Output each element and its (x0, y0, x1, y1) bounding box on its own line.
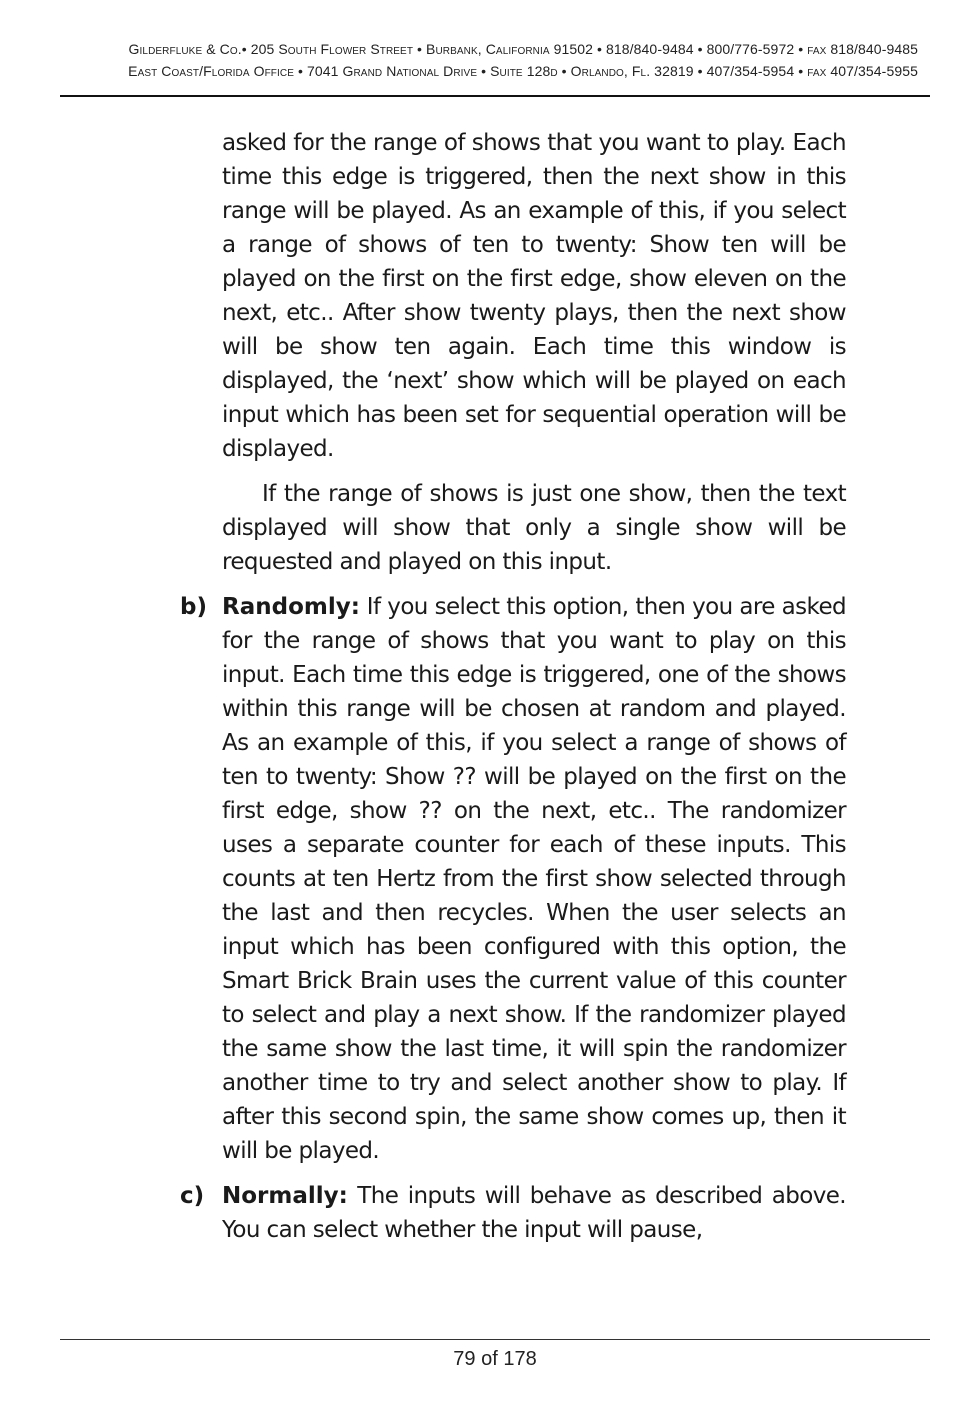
list-item-randomly (180, 590, 846, 1168)
term-normally: Normally: (222, 1183, 348, 1209)
term-randomly: Randomly: (222, 594, 360, 620)
header-rule (60, 95, 930, 97)
page-body (180, 126, 846, 1258)
header-address-line-1: Gilderfluke & Co.• 205 South Flower Street • Burbank, California 91502 • 818/840-9484 • 800/776-5972 • fax 818/840-9485 (128, 41, 918, 57)
paragraph-single-show: If the range of shows is just one show, then the text displayed will show that only a single show will be requested and played on this input. (222, 481, 846, 575)
list-marker-c: c) (180, 1183, 205, 1209)
list-marker-b: b) (180, 594, 207, 620)
page-number: 79 of 178 (453, 1348, 537, 1370)
list-item-normally (180, 1179, 846, 1247)
item-normally-text: The inputs will behave as described above. You can select whether the input will pause, (222, 1183, 846, 1243)
page-header (60, 38, 918, 82)
paragraph-sequential: asked for the range of shows that you want to play. Each time this edge is triggered, then the next show in this range will be played. As an example of this, if you select a range of shows of ten to twenty: Show ten will be played on the first on the first edge, show eleven on the next, etc.. After show twenty plays, then the next show will be show ten again. Each time this window is displayed, the ‘next’ show which will be played on each input which has been set for sequential operation will be displayed. (222, 130, 846, 462)
footer-rule (60, 1339, 930, 1340)
item-randomly-text: If you select this option, then you are asked for the range of shows that you want to play on this input. Each time this edge is triggered, one of the shows within this range will be chosen at random and played. As an example of this, if you select a range of shows of ten to twenty: Show ?? will be played on the first on the first edge, show ?? on the next, etc.. The randomizer uses a separate counter for each of these inputs. This counts at ten Hertz from the first show selected through the last and then recycles. When the user selects an input which has been configured with this option, the Smart Brick Brain uses the current value of this counter to select and play a next show. If the randomizer played the same show the last time, it will spin the randomizer another time to try and select another show to play. If after this second spin, the same show comes up, then it will be played. (222, 594, 846, 1164)
header-address-line-2: East Coast/Florida Office • 7041 Grand National Drive • Suite 128d • Orlando, Fl. 32819 • 407/354-5954 • fax 407/354-5955 (128, 63, 918, 79)
